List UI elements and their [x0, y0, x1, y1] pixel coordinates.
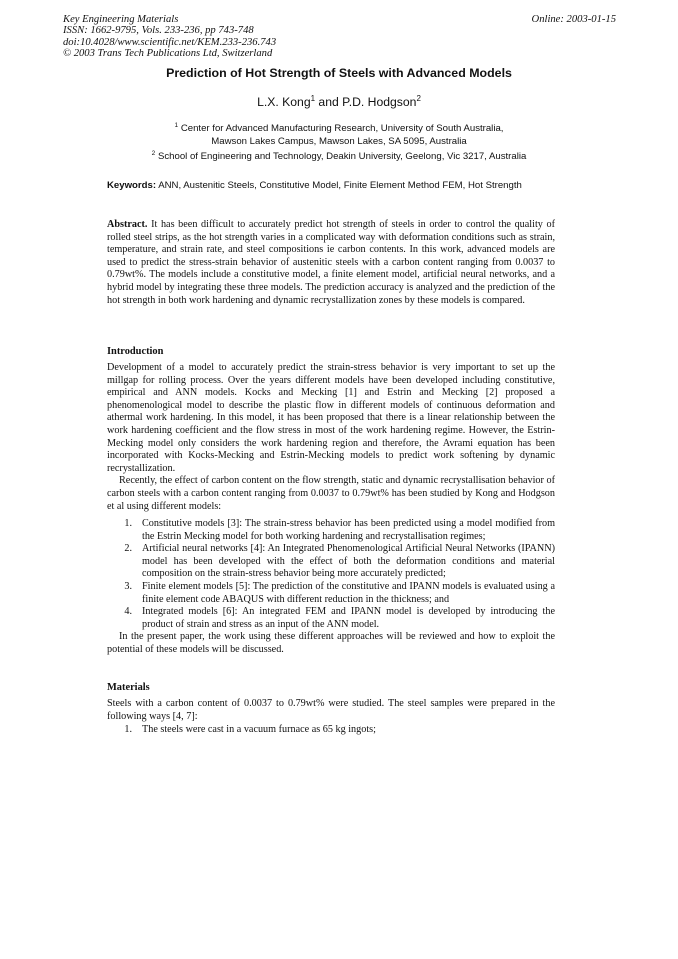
- list-item: [107, 543, 555, 581]
- affiliation-2: [0, 148, 678, 164]
- author-2-affil-mark: 2: [416, 94, 421, 103]
- list-item: [107, 518, 555, 543]
- abstract-label: Abstract.: [107, 219, 148, 230]
- copyright-line: © 2003 Trans Tech Publications Ltd, Switzerland: [63, 47, 273, 59]
- author-2: P.D. Hodgson: [342, 95, 417, 110]
- list-item: [107, 581, 555, 606]
- materials-body: [107, 698, 555, 723]
- list-item: [107, 606, 555, 631]
- author-conjunction: and: [315, 95, 343, 110]
- introduction-paragraph-2: Recently, the effect of carbon content on the flow strength, static and dynamic recrystallisation behavior of carbon steels with a carbon content ranging from 0.0037 to 0.79wt% has been studied by Kong and Hodgson et al using different models:: [107, 475, 555, 512]
- online-date: Online: 2003-01-15: [531, 14, 616, 25]
- list-item: [107, 724, 555, 737]
- author-1: L.X. Kong: [257, 95, 311, 110]
- materials-heading: Materials: [107, 682, 150, 693]
- journal-name: Key Engineering Materials: [63, 14, 179, 25]
- affiliation-2-mark: 2: [151, 150, 156, 157]
- affiliation-2-line-1: School of Engineering and Technology, Deakin University, Geelong, Vic 3217, Australia: [157, 151, 527, 163]
- model-list: [107, 518, 555, 657]
- abstract: [107, 219, 555, 307]
- affiliation-1-line-2: Mawson Lakes Campus, Mawson Lakes, SA 5095, Australia: [211, 135, 467, 147]
- doi-link[interactable]: doi:10.4028/www.scientific.net/KEM.233-236.743: [63, 36, 277, 48]
- list-item-text: The steels were cast in a vacuum furnace as 65 kg ingots;: [142, 724, 376, 735]
- list-item-number: 3.: [124, 580, 132, 592]
- introduction-paragraph-1: Development of a model to accurately predict the strain-stress behavior is very important to set up the millgap for rolling process. Over the years different models have been developed including constitutive, empirical and ANN models. Kocks and Mecking [1] and Estrin and Mecking [2] proposed a phenomenological model to describe the plastic flow in different models of continuous deformation and athermal work hardening. In this model, it has been proposed that there is a linear relationship between the work hardening coefficient and the flow stress in most of the work hardening regime. However, the Estrin-Mecking model only considers the work hardening region and therefore, the Avrami equation has been incorporated with Kocks-Mecking and Estrin-Mecking models to predict work softening by dynamic recrystallization.: [107, 362, 555, 474]
- materials-list: [107, 724, 555, 737]
- list-item-number: 4.: [124, 606, 132, 618]
- list-item-number: 1.: [124, 724, 132, 735]
- introduction-heading: Introduction: [107, 346, 164, 357]
- list-item-text: Artificial neural networks [4]: An Integrated Phenomenological Artificial Neural Networks (IPANN) model has been developed with the effect of both the deformation conditions and material composition on the strain-stress behavior being more accurately predicted;: [142, 543, 555, 580]
- journal-header: [63, 14, 276, 59]
- affiliation-1: [0, 120, 678, 148]
- introduction-body: [107, 362, 555, 513]
- abstract-text: It has been difficult to accurately predict hot strength of steels in order to control the quality of rolled steel strips, as the hot strength varies in a complicated way with deformation conditions such as strain, temperature, and strain rate, and steel compositions ie carbon contents. In this work, advanced models are used to predict the stress-strain behavior of austenitic steels with a carbon content ranging from 0.0037 to 0.79wt%. The models include a constitutive model, a finite element model, artificial neural networks, and a hybrid model by integrating these three models. The prediction accuracy is analyzed and the prediction of the hot strength in both work hardening and dynamic recrystallization zones by these models is compared.: [107, 219, 556, 306]
- introduction-paragraph-3: In the present paper, the work using these different approaches will be reviewed and how to exploit the potential of these models will be discussed.: [107, 631, 555, 655]
- affiliation-1-mark: 1: [174, 122, 179, 129]
- list-item-text: Finite element models [5]: The prediction of the constitutive and IPANN models is evaluated using a finite element code ABAQUS with different reduction in the thickness; and: [142, 580, 555, 605]
- list-item-number: 1.: [124, 518, 132, 529]
- issn-line: ISSN: 1662-9795, Vols. 233-236, pp 743-748: [63, 25, 254, 37]
- paper-title: Prediction of Hot Strength of Steels with Advanced Models: [166, 66, 512, 80]
- materials-paragraph-1: Steels with a carbon content of 0.0037 to 0.79wt% were studied. The steel samples were prepared in the following ways [4, 7]:: [107, 698, 555, 722]
- list-item-text: Integrated models [6]: An integrated FEM and IPANN model is developed by introducing the product of strain and stress as an input of the ANN model.: [142, 606, 555, 630]
- author-1-affil-mark: 1: [310, 94, 316, 103]
- list-item-number: 2.: [124, 543, 132, 555]
- keywords-text: ANN, Austenitic Steels, Constitutive Model, Finite Element Method FEM, Hot Strength: [158, 180, 522, 191]
- keywords: [107, 180, 522, 191]
- author-line: [0, 94, 678, 109]
- keywords-label: Keywords:: [107, 180, 157, 191]
- list-item-text: Constitutive models [3]: The strain-stress behavior has been predicted using a model modified from the Estrin Mecking model for both working hardening and recrystallisation regimes;: [142, 518, 555, 542]
- affiliation-1-line-1: Center for Advanced Manufacturing Research, University of South Australia,: [180, 123, 504, 135]
